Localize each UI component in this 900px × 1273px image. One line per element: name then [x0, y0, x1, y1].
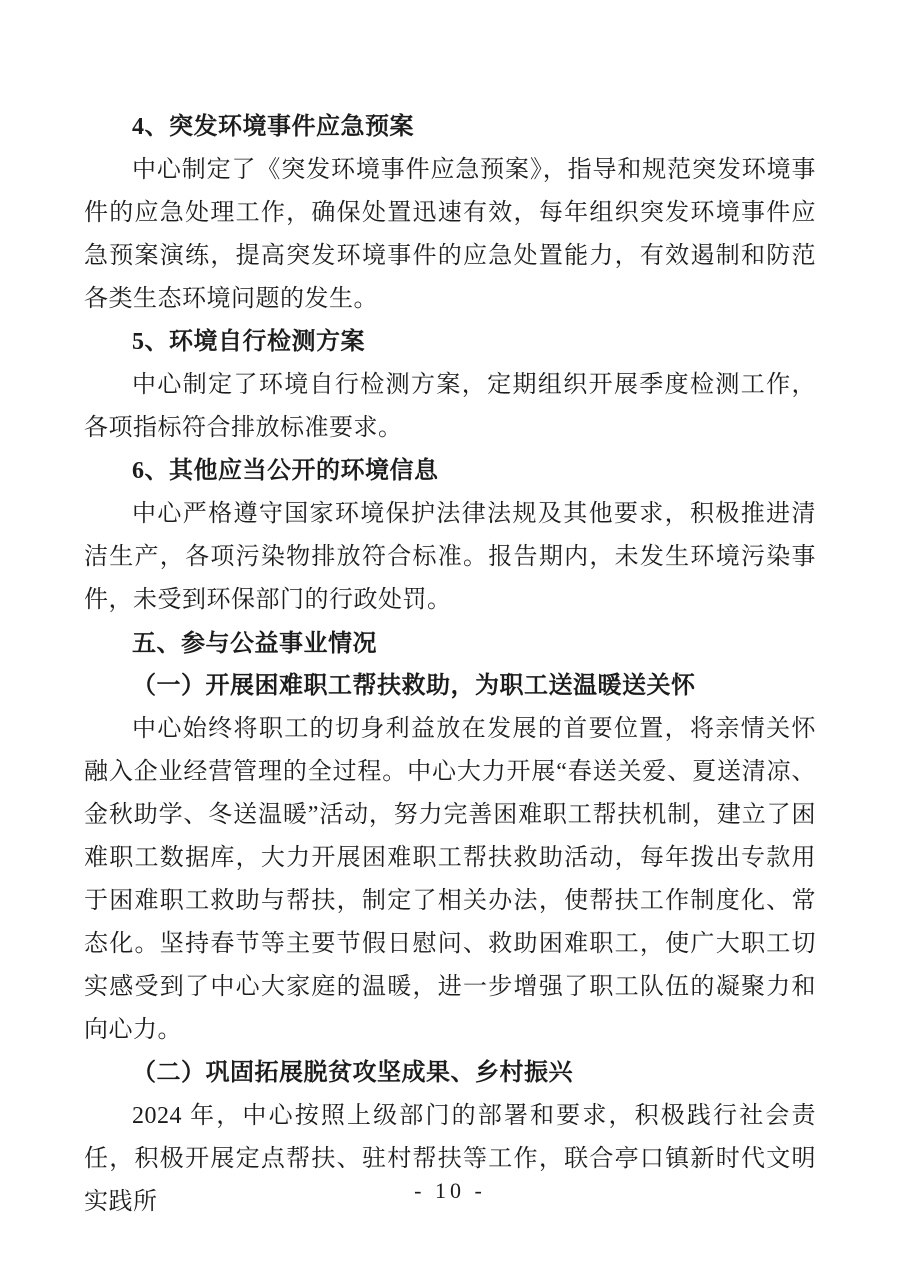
paragraph-other-environment-info: 中心严格遵守国家环境保护法律法规及其他要求，积极推进清洁生产，各项污染物排放符合标准。报告期内，未发生环境污染事件，未受到环保部门的行政处罚。 [84, 501, 816, 613]
subsection-heading-1: （一）开展困难职工帮扶救助，为职工送温暖送关怀 [132, 673, 696, 699]
paragraph-employee-assistance: 中心始终将职工的切身利益放在发展的首要位置，将亲情关怀融入企业经营管理的全过程。中心大力开展“春送关爱、夏送清凉、金秋助学、冬送温暖”活动，努力完善困难职工帮扶机制，建立了困难职工数据库，大力开展困难职工帮扶救助活动，每年拨出专款用于困难职工救助与帮扶，制定了相关办法，使帮扶工作制度化、常态化。坚持春节等主要节假日慰问、救助困难职工，使广大职工切实感受到了中心大家庭的温暖，进一步增强了职工队伍的凝聚力和向心力。 [84, 716, 816, 1043]
paragraph-self-monitoring: 中心制定了环境自行检测方案，定期组织开展季度检测工作，各项指标符合排放标准要求。 [84, 372, 816, 441]
page-number: - 10 - [414, 1178, 486, 1203]
section-heading-6: 6、其他应当公开的环境信息 [132, 458, 439, 484]
document-body [84, 106, 816, 1224]
subsection-heading-2: （二）巩固拓展脱贫攻坚成果、乡村振兴 [132, 1060, 573, 1086]
paragraph-emergency-plan: 中心制定了《突发环境事件应急预案》，指导和规范突发环境事件的应急处理工作，确保处置迅速有效，每年组织突发环境事件应急预案演练，提高突发环境事件的应急处置能力，有效遏制和防范各类生态环境问题的发生。 [84, 157, 816, 312]
section-heading-5: 5、环境自行检测方案 [132, 329, 365, 355]
section-heading-4: 4、突发环境事件应急预案 [132, 114, 414, 140]
paragraph-rural-revitalization: 2024 年，中心按照上级部门的部署和要求，积极践行社会责任，积极开展定点帮扶、驻村帮扶等工作，联合亭口镇新时代文明实践所 [84, 1103, 816, 1215]
chapter-heading-public-welfare: 五、参与公益事业情况 [132, 630, 377, 657]
